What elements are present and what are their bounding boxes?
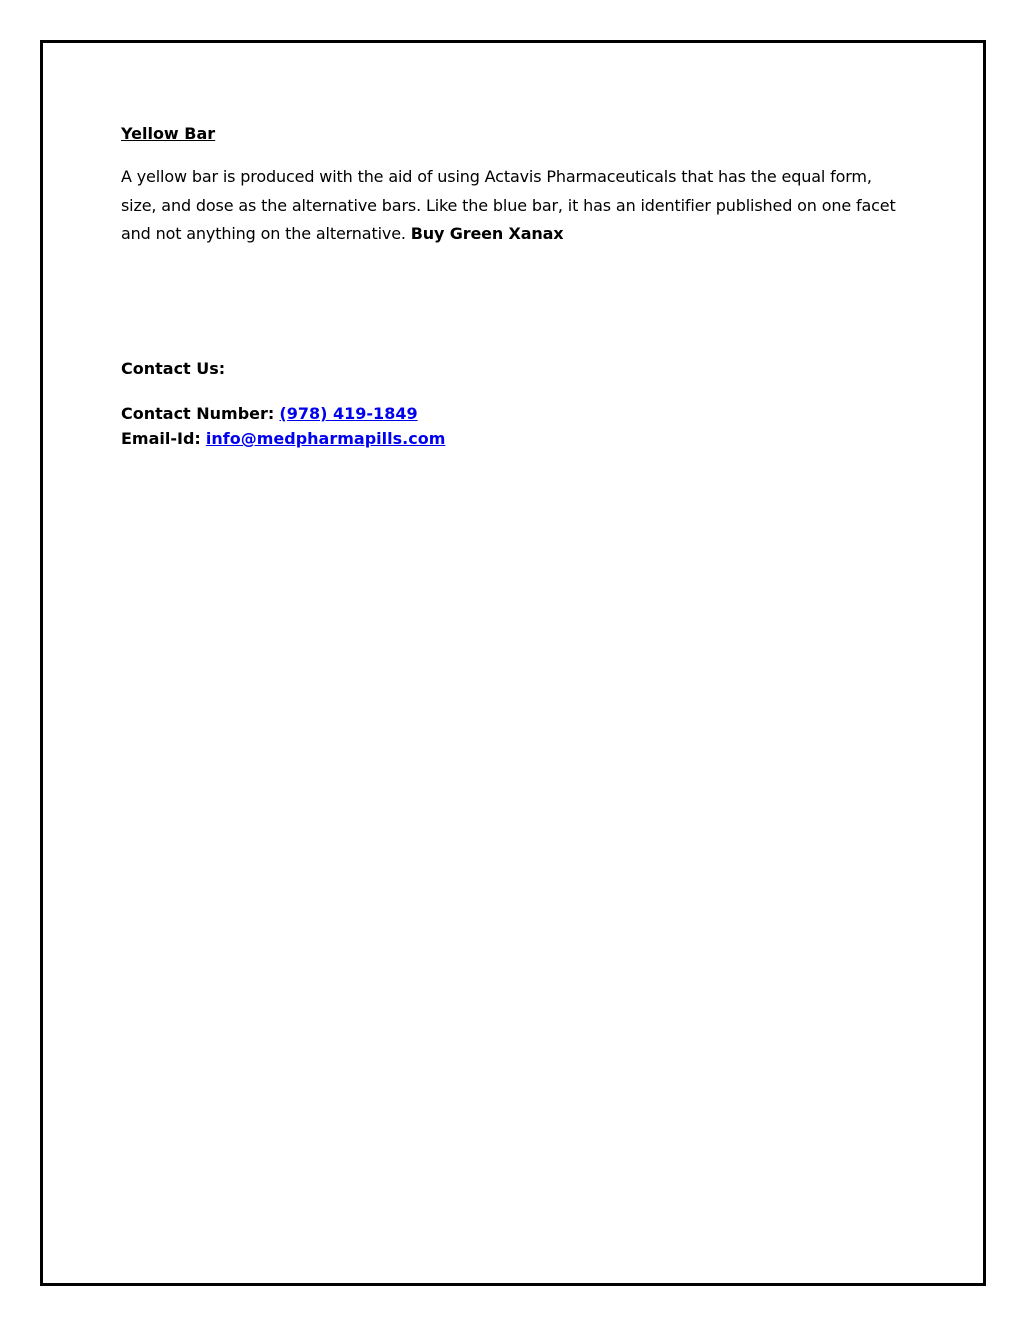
paragraph-text: A yellow bar is produced with the aid of using Actavis Pharmaceuticals that has the equal form, size, and dose as the alternative bars. Like the blue bar, it has an identifier published on one facet and not anything on the alternative. — [121, 167, 896, 243]
buy-green-xanax-text: Buy Green Xanax — [410, 224, 564, 243]
document-body — [121, 122, 911, 249]
body-paragraph — [121, 163, 911, 249]
contact-number-row — [121, 401, 445, 426]
email-link[interactable]: info@medpharmapills.com — [205, 429, 446, 448]
contact-heading: Contact Us: — [121, 359, 226, 378]
email-row — [121, 426, 445, 451]
section-title: Yellow Bar — [121, 124, 216, 143]
contact-number-label: Contact Number: — [121, 404, 275, 423]
email-label: Email-Id: — [121, 429, 201, 448]
phone-link[interactable]: (978) 419-1849 — [279, 404, 418, 423]
contact-details — [121, 401, 445, 451]
